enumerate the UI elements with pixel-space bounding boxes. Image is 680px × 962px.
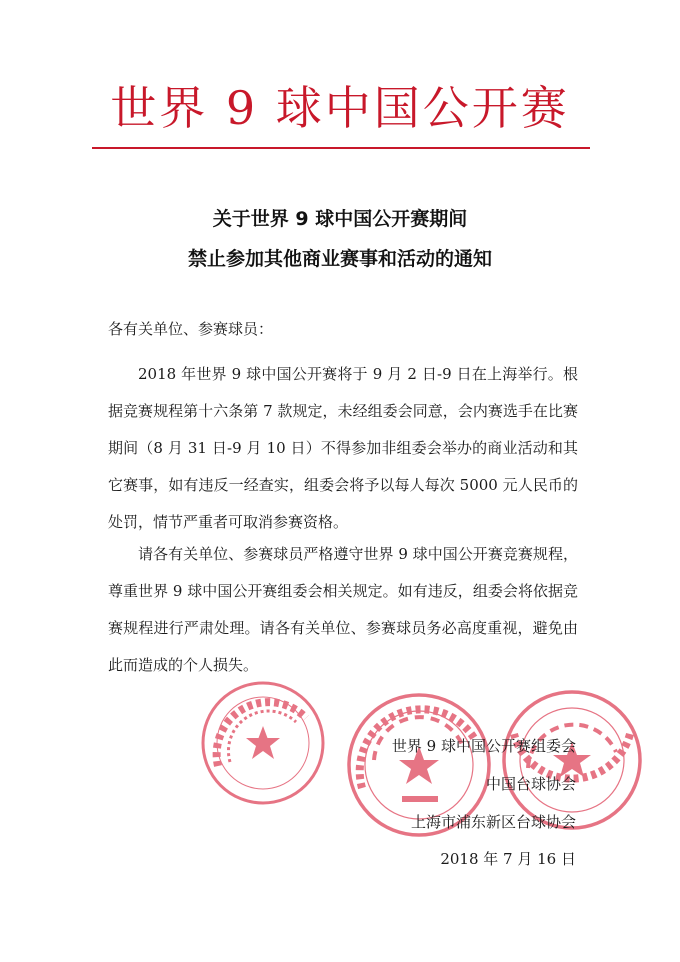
seal-organizing-committee-icon bbox=[198, 678, 328, 808]
body-paragraph-1: 2018 年世界 9 球中国公开赛将于 9 月 2 日-9 日在上海举行。根据竞赛规程第十六条第 7 款规定，未经组委会同意，会内赛选手在比赛期间（8 月 31 日-9 月 10 日）不得参加非组委会举办的商业活动和其它赛事，如有违反一经查实，组委会将予以每人每次 5000 元人民币的处罚，情节严重者可取消参赛资格。 bbox=[108, 365, 578, 531]
signatory-organizing-committee: 世界 9 球中国公开赛组委会 bbox=[391, 737, 576, 755]
body-paragraph-2: 请各有关单位、参赛球员严格遵守世界 9 球中国公开赛竞赛规程，尊重世界 9 球中国公开赛组委会相关规定。如有违反，组委会将依据竞赛规程进行严肃处理。请各有关单位、参赛球员务必高度重视，避免由此而造成的个人损失。 bbox=[108, 545, 578, 674]
document-date: 2018 年 7 月 16 日 bbox=[440, 850, 576, 868]
notice-title-line-2: 禁止参加其他商业赛事和活动的通知 bbox=[187, 248, 492, 270]
signatory-pudong-association: 上海市浦东新区台球协会 bbox=[410, 813, 576, 831]
letterhead-divider bbox=[92, 147, 590, 149]
salutation: 各有关单位、参赛球员： bbox=[108, 320, 274, 338]
notice-title-line-1: 关于世界 9 球中国公开赛期间 bbox=[212, 208, 468, 230]
signatory-cbsa: 中国台球协会 bbox=[485, 775, 576, 793]
letterhead-title: 世界 9 球中国公开赛 bbox=[110, 81, 570, 135]
